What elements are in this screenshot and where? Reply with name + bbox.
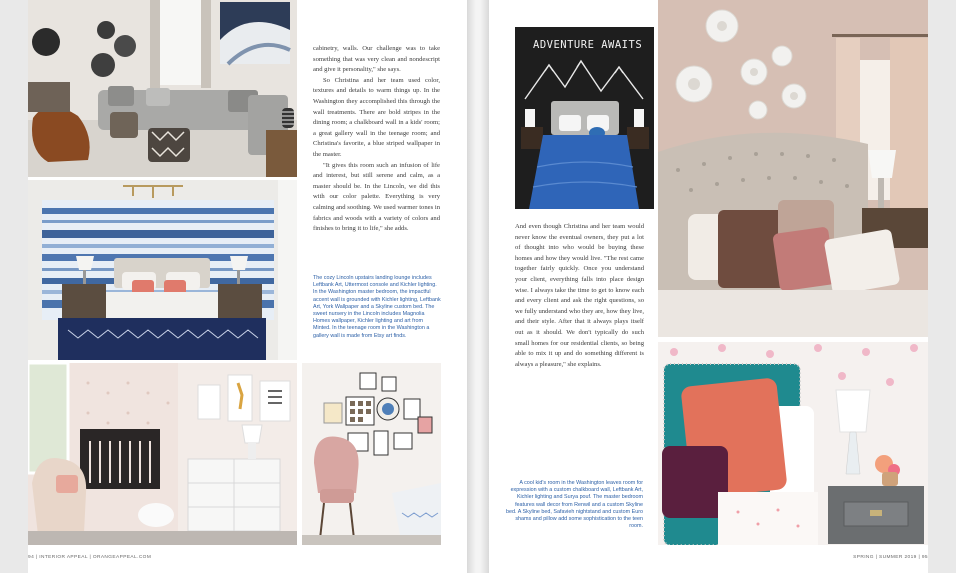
photo-teen-gallery xyxy=(302,363,441,545)
right-body-text xyxy=(515,222,644,370)
left-paragraph-2: So Christina and her team used color, textures and details to warm things up. In the Washington they accomplished this through the wall treatments. There are bold stripes in the dining room; a chalkboard wall in a kids' room; a great gallery wall in the teenage room; and Christina's favorite, a blue striped wallpaper in the master. xyxy=(313,76,440,158)
left-page-folio: 94 | INTERIOR APPEAL | ORANGEAPPEAL.COM xyxy=(28,555,152,560)
right-photo-caption: A cool kid's room in the Washington leaves room for expression with a custom chalkboard wall, Leftbank Art, Kichler lighting and Surya pouf. The master bedroom features wall decor from Renwil and a custom Skyline bed. A Skyline bed, Safavieh nightstand and custom Euro shams and pillow add some sophistication to the teen room. xyxy=(506,480,643,530)
photo-teal-headboard xyxy=(658,342,928,545)
photo-tufted-headboard xyxy=(658,0,928,337)
left-paragraph-1: cabinetry, walls. Our challenge was to take something that was very clean and nondescript and give it personality," she says. xyxy=(313,45,440,74)
right-page-folio: SPRING | SUMMER 2019 | 95 xyxy=(853,555,928,560)
left-body-text xyxy=(313,44,440,235)
left-page xyxy=(28,0,467,573)
photo-living-room xyxy=(28,0,297,177)
left-photo-caption: The cozy Lincoln upstairs landing lounge includes Leftbank Art, Uttermost console and Kichler lighting. In the Washington master bedroom, the impactful accent wall is grounded with Kichler lighting, Leftbank Art, York Wallpaper and a Skyline custom bed. The sweet nursery in the Lincoln includes Magnolia Homes wallpaper, Kichler lighting and art from Minted. In the teenage room in the Washington a gallery wall is made from Etsy art finds. xyxy=(313,275,441,339)
photo-chalkboard-room xyxy=(515,27,654,209)
photo-nursery xyxy=(28,363,297,545)
magazine-spine xyxy=(467,0,489,573)
photo-master-bedroom xyxy=(28,180,297,360)
right-paragraph-1: And even though Christina and her team would never know the eventual owners, they put a lot of thought into who would be buying these homes and how they would live. "The rest came together fairly quickly. Once you understand your client, everything falls into place design wise. I always take the time to get to know each and every client and ask the right questions, so we fully understand who they are, how they live, and their style. After that it always plays itself out as it should. We don't typically do such small homes for our residential clients, so being able to mix it up and do something different is always a pleasure," she explains. xyxy=(515,223,644,368)
left-paragraph-3: "It gives this room such an infusion of life and interest, but still serene and calm, as a master should be. In the Lincoln, we did this with our color palette. Everything is very calming and soothing. We used warmer tones in fabrics and woods with a variety of colors and finishes to bring it to life," she adds. xyxy=(313,161,440,233)
right-page xyxy=(489,0,928,573)
chalkboard-lettering: ADVENTURE AWAITS xyxy=(533,39,643,51)
